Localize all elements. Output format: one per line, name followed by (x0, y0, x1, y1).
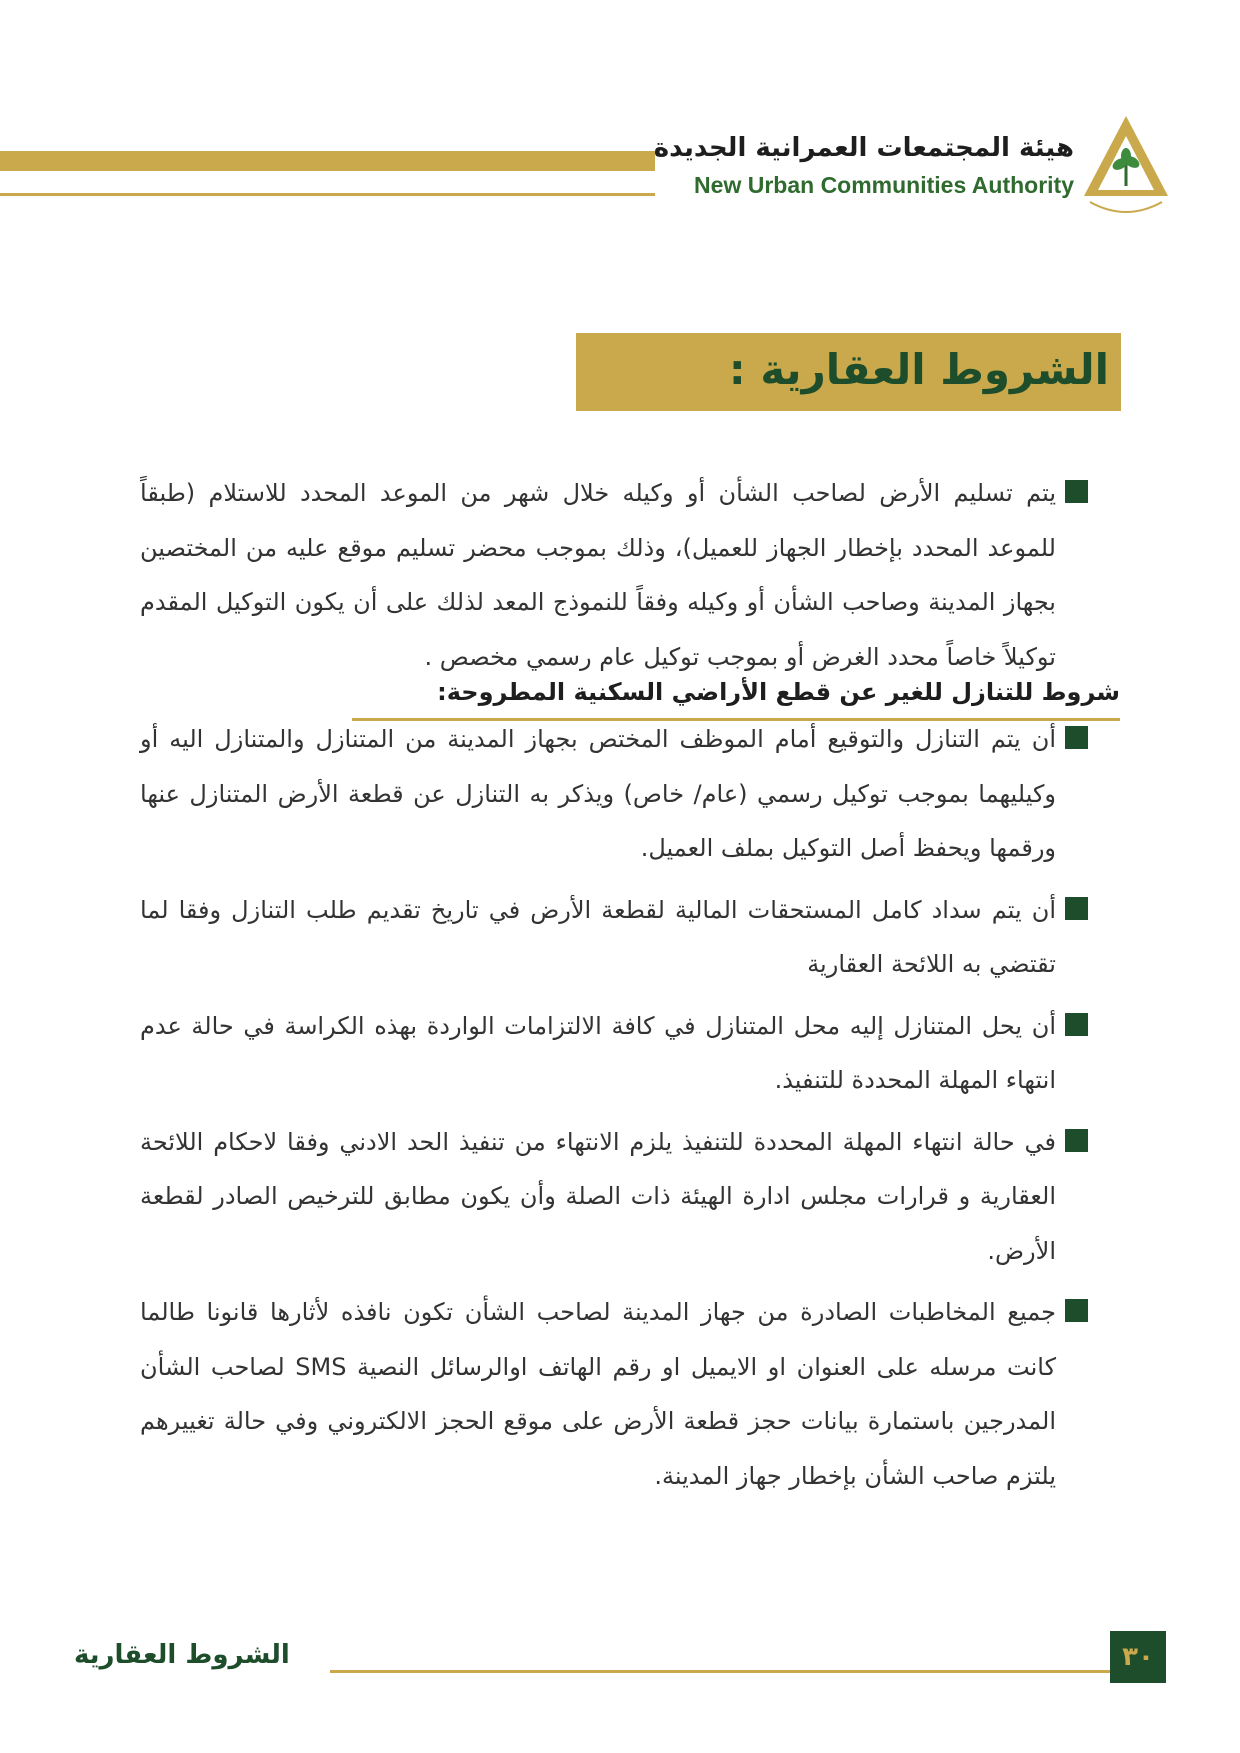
footer-line (330, 1670, 1110, 1673)
list-item-text: أن يتم التنازل والتوقيع أمام الموظف المختص بجهاز المدينة من المتنازل والمتنازل اليه أو وكيليهما بموجب توكيل رسمي (عام/ خاص) ويذكر به التنازل عن قطعة الأرض المتنازل عنها ورقمها ويحفظ أصل التوكيل بملف العميل. (140, 725, 1056, 862)
bullet-square-icon (1065, 897, 1088, 920)
list-item-text: في حالة انتهاء المهلة المحددة للتنفيذ يلزم الانتهاء من تنفيذ الحد الادني وفقا لاحكام اللائحة العقارية و قرارات مجلس ادارة الهيئة ذات الصلة وأن يكون مطابق للترخيص الصادر لقطعة الأرض. (140, 1127, 1056, 1265)
subheading: شروط للتنازل للغير عن قطع الأراضي السكنية المطروحة: (437, 678, 1120, 706)
subheading-wrap (140, 678, 1120, 710)
list-item (140, 883, 1088, 992)
section-title-box (576, 333, 1121, 411)
list-item-text: أن يتم سداد كامل المستحقات المالية لقطعة الأرض في تاريخ تقديم طلب التنازل وفقا لما تقتضي به اللائحة العقارية (140, 895, 1056, 978)
list-item (140, 712, 1088, 876)
list-item (140, 466, 1088, 684)
org-name-arabic: هيئة المجتمعات العمرانية الجديدة (653, 133, 1074, 163)
bullet-square-icon (1065, 1013, 1088, 1036)
list-item-text: يتم تسليم الأرض لصاحب الشأن أو وكيله خلال شهر من الموعد المحدد للاستلام (طبقاً للموعد المحدد بإخطار الجهاز للعميل)، وذلك بموجب محضر تسليم موقع عليه من المختصين بجهاز المدينة وصاحب الشأن أو وكيله وفقاً للنموذج المعد لذلك على أن يكون التوكيل المقدم توكيلاً خاصاً محدد الغرض أو بموجب توكيل عام رسمي مخصص . (140, 479, 1056, 671)
section-title: الشروط العقارية : (728, 345, 1109, 394)
list-item (140, 1285, 1088, 1503)
org-name-english: New Urban Communities Authority (694, 172, 1074, 198)
authority-logo (1080, 112, 1172, 224)
footer-title: الشروط العقارية (74, 1640, 290, 1670)
bullet-square-icon (1065, 726, 1088, 749)
header-bar-thin (0, 193, 655, 196)
content-body (140, 466, 1120, 1503)
list-item (140, 999, 1088, 1108)
bullet-square-icon (1065, 480, 1088, 503)
list-item (140, 1115, 1088, 1279)
page-number: ٣٠ (1110, 1631, 1166, 1683)
list-item-text: جميع المخاطبات الصادرة من جهاز المدينة لصاحب الشأن تكون نافذه لأثارها قانونا طالما كانت مرسله على العنوان او الايميل او رقم الهاتف اوالرسائل النصية SMS لصاحب الشأن المدرجين باستمارة بيانات حجز قطعة الأرض على موقع الحجز الالكتروني وفي حالة تغييرهم يلتزم صاحب الشأن بإخطار جهاز المدينة. (140, 1298, 1056, 1490)
header-bar-thick (0, 151, 655, 171)
bullet-square-icon (1065, 1299, 1088, 1322)
list-item-text: أن يحل المتنازل إليه محل المتنازل في كافة الالتزامات الواردة بهذه الكراسة في حالة عدم انتهاء المهلة المحددة للتنفيذ. (140, 1011, 1056, 1094)
bullet-square-icon (1065, 1129, 1088, 1152)
